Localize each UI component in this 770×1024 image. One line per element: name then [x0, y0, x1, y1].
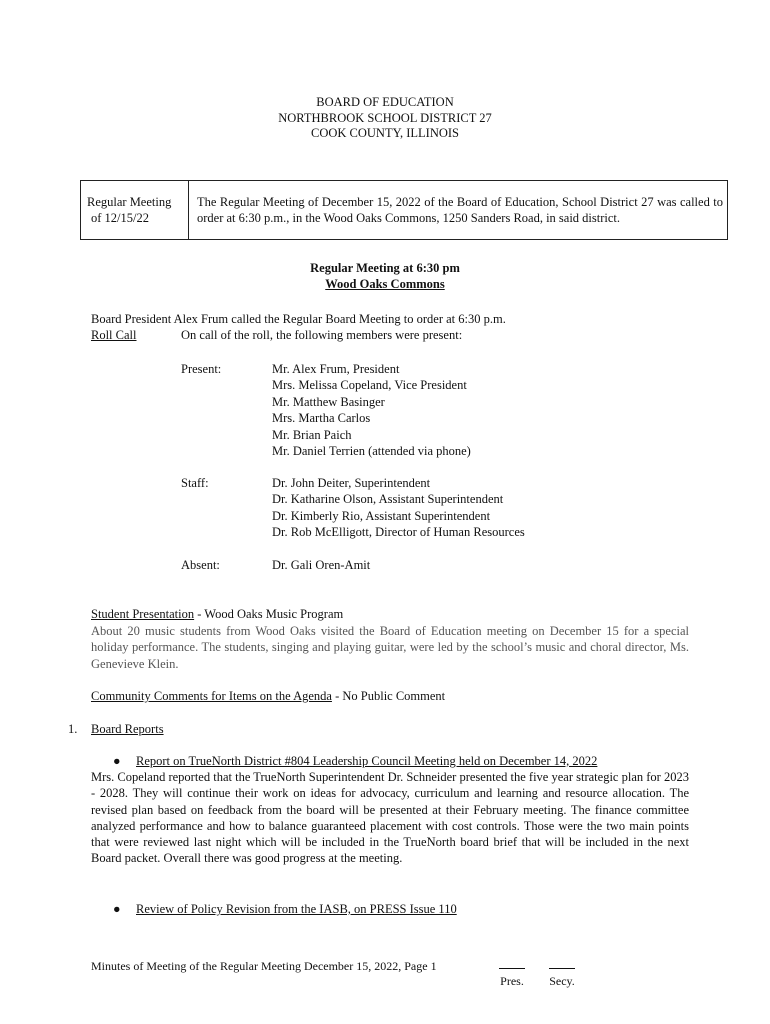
report-truenorth-heading: Report on TrueNorth District #804 Leadership Council Meeting held on December 14, 2022 — [136, 754, 598, 768]
session-title: Regular Meeting at 6:30 pm — [310, 261, 460, 275]
list-item: Mrs. Melissa Copeland, Vice President — [272, 378, 467, 393]
student-presentation-text: About 20 music students from Wood Oaks visited the Board of Education meeting on December 15 for a special holiday performance. The students, singing and playing guitar, were led by the school’s music and choral director, Ms. Genevieve Klein. — [91, 624, 689, 671]
secretary-label: Secy. — [549, 974, 575, 988]
header-county: COOK COUNTY, ILLINOIS — [310, 126, 460, 140]
session-heading — [0, 260, 770, 292]
roll-call-text: On call of the roll, the following members were present: — [181, 328, 463, 342]
header-district: NORTHBROOK SCHOOL DISTRICT 27 — [278, 110, 492, 125]
bullet-icon: ● — [113, 902, 121, 916]
list-item: Mr. Alex Frum, President — [272, 362, 400, 376]
meeting-description: The Regular Meeting of December 15, 2022 of the Board of Education, School District 27 was called to order at 6:30 p.m., in the Wood Oaks Commons, 1250 Sanders Road, in said district. — [197, 195, 723, 225]
community-comments-title: Community Comments for Items on the Agenda — [91, 689, 332, 703]
meeting-info-box — [80, 180, 728, 240]
secretary-signature — [549, 958, 575, 989]
meeting-label-line1: Regular Meeting — [87, 195, 172, 209]
board-reports-heading: Board Reports — [91, 722, 164, 736]
list-item: Mr. Matthew Basinger — [272, 394, 385, 409]
list-item: Dr. Kimberly Rio, Assistant Superintendent — [272, 508, 491, 523]
list-item: Mr. Brian Paich — [272, 427, 352, 442]
list-item: Dr. Gali Oren-Amit — [272, 558, 371, 572]
list-item: Mrs. Martha Carlos — [272, 411, 371, 426]
community-comments-suffix: - No Public Comment — [331, 689, 446, 703]
student-presentation-heading — [91, 606, 343, 622]
list-item: Mr. Daniel Terrien (attended via phone) — [272, 444, 471, 459]
roll-call-label: Roll Call — [91, 328, 137, 342]
report-truenorth-text: Mrs. Copeland reported that the TrueNorth Superintendent Dr. Schneider presented the five year strategic plan for 2023 - 2028. They will continue their work on ideas for advocacy, curriculum and learning and resource allocation. The revised plan based on feedback from the board will be presented at their February meeting. The finance committee analyzed performance and how to balance guaranteed placement with cost controls. Those were the two main points that were reviewed last night which will be included in the TrueNorth board brief that will be included in the next Board packet. Overall there was good progress at the meeting. — [91, 770, 689, 866]
staff-label: Staff: — [181, 476, 209, 490]
bullet-icon: ● — [113, 754, 121, 768]
meeting-label — [81, 181, 189, 239]
call-to-order: Board President Alex Frum called the Regular Board Meeting to order at 6:30 p.m. — [91, 312, 506, 326]
student-presentation-title: Student Presentation — [91, 607, 195, 621]
absent-label: Absent: — [181, 558, 220, 572]
president-signature — [499, 958, 525, 989]
policy-revision-heading: Review of Policy Revision from the IASB, on PRESS Issue 110 — [136, 902, 457, 916]
present-list — [272, 361, 471, 459]
page-footer: Minutes of Meeting of the Regular Meeting December 15, 2022, Page 1 — [91, 959, 437, 973]
session-location: Wood Oaks Commons — [325, 277, 445, 291]
staff-list — [272, 475, 525, 541]
student-presentation-subtitle: - Wood Oaks Music Program — [194, 607, 344, 621]
header-board: BOARD OF EDUCATION — [316, 95, 454, 109]
present-label: Present: — [181, 362, 222, 376]
list-item: Dr. Rob McElligott, Director of Human Resources — [272, 525, 525, 540]
absent-list — [272, 557, 370, 573]
document-header — [0, 95, 770, 142]
signature-line — [499, 958, 525, 969]
section-number: 1. — [68, 722, 78, 736]
signature-line — [549, 958, 575, 969]
president-label: Pres. — [500, 974, 524, 988]
community-comments — [91, 688, 445, 704]
meeting-label-line2: of 12/15/22 — [91, 211, 149, 225]
list-item: Dr. John Deiter, Superintendent — [272, 476, 431, 490]
list-item: Dr. Katharine Olson, Assistant Superintendent — [272, 492, 504, 507]
